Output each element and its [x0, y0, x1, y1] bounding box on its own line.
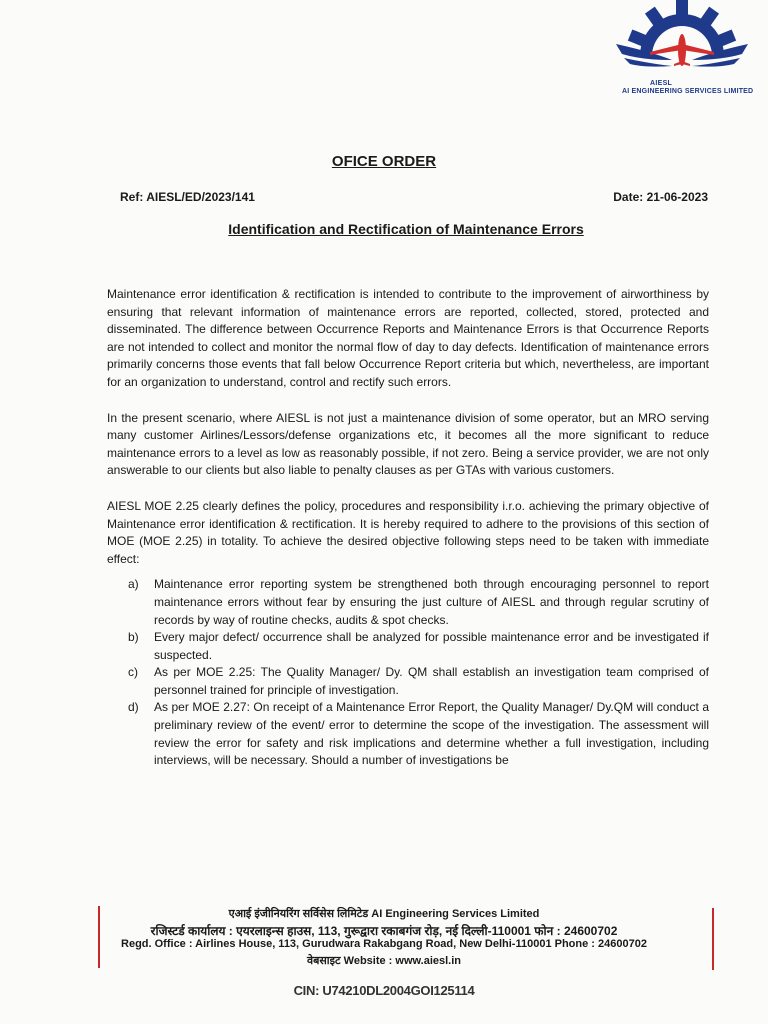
steps-list — [107, 576, 709, 770]
logo-full-name: AI ENGINEERING SERVICES LIMITED — [622, 88, 754, 95]
aiesl-logo — [612, 0, 752, 100]
logo-name: AIESL — [650, 80, 673, 87]
list-item — [107, 576, 709, 629]
list-item-text: Every major defect/ occurrence shall be analyzed for possible maintenance error and be investigated if suspected. — [154, 630, 709, 662]
airplane-icon — [650, 34, 714, 66]
list-marker: d) — [128, 700, 139, 715]
list-item — [107, 629, 709, 664]
footer-address-hindi: रजिस्टर्ड कार्यालय : एयरलाइन्स हाउस, 113, गुरूद्वारा रकाबगंज रोड़, नई दिल्ली-110001 फोन : 24600702 — [150, 924, 618, 938]
list-item — [107, 699, 709, 769]
footer-website: वेबसाइट Website : www.aiesl.in — [306, 955, 462, 967]
list-item-text: As per MOE 2.27: On receipt of a Maintenance Error Report, the Quality Manager/ Dy.QM will conduct a preliminary review of the event/ error to determine the scope of the investigation. The assessment will review the error for safety and risk implications and determine whether a full investigation, including interviews, will be necessary. Should a number of investigations be — [154, 700, 709, 768]
list-item-text: Maintenance error reporting system be strengthened both through encouraging personnel to report maintenance errors without fear by ensuring the just culture of AIESL and through regular scrutiny of records by way of routine checks, audits & spot checks. — [154, 577, 709, 627]
list-marker: b) — [128, 630, 139, 645]
footer-cin: CIN: U74210DL2004GOI125114 — [293, 983, 475, 998]
list-item-text: As per MOE 2.25: The Quality Manager/ Dy. QM shall establish an investigation team comprised of personnel trained for principle of investigation. — [154, 665, 709, 697]
document-body — [107, 286, 709, 770]
footer-company-name: एआई इंजीनियरिंग सर्विसेस लिमिटेड AI Engineering Services Limited — [228, 908, 540, 920]
paragraph: AIESL MOE 2.25 clearly defines the policy, procedures and responsibility i.r.o. achieving the primary objective of Maintenance error identification & rectification. It is hereby required to adhere to the provisions of this section of MOE (MOE 2.25) in totality. To achieve the desired objective following steps need to be taken with immediate effect: — [107, 498, 709, 566]
page-title: OFICE ORDER — [331, 153, 437, 170]
order-date: Date: 21-06-2023 — [613, 190, 708, 204]
list-item — [107, 664, 709, 699]
subject-heading: Identification and Rectification of Maintenance Errors — [228, 221, 584, 237]
paragraph: In the present scenario, where AIESL is not just a maintenance division of some operator, but an MRO serving many customer Airlines/Lessors/defense organizations etc, it becomes all the more significant to reduce maintenance errors to a level as low as reasonably possible, if not zero. Being a service provider, we are not only answerable to our clients but also liable to penalty clauses as per GTAs with various customers. — [107, 410, 709, 478]
reference-number: Ref: AIESL/ED/2023/141 — [120, 190, 255, 204]
list-marker: c) — [128, 665, 138, 680]
footer-address: Regd. Office : Airlines House, 113, Gurudwara Rakabgang Road, New Delhi-110001 Phone : 24600702 — [121, 938, 647, 950]
list-marker: a) — [128, 577, 139, 592]
paragraph: Maintenance error identification & rectification is intended to contribute to the improvement of airworthiness by ensuring that relevant information of maintenance errors are reported, collected, stored, protected and disseminated. The difference between Occurrence Reports and Maintenance Errors is that Occurrence Reports are not intended to collect and monitor the normal flow of day to day defects. Identification of maintenance errors primarily concerns those events that fall below Occurrence Report criteria but which, nevertheless, are important for an organization to understand, control and rectify such errors. — [107, 287, 709, 389]
